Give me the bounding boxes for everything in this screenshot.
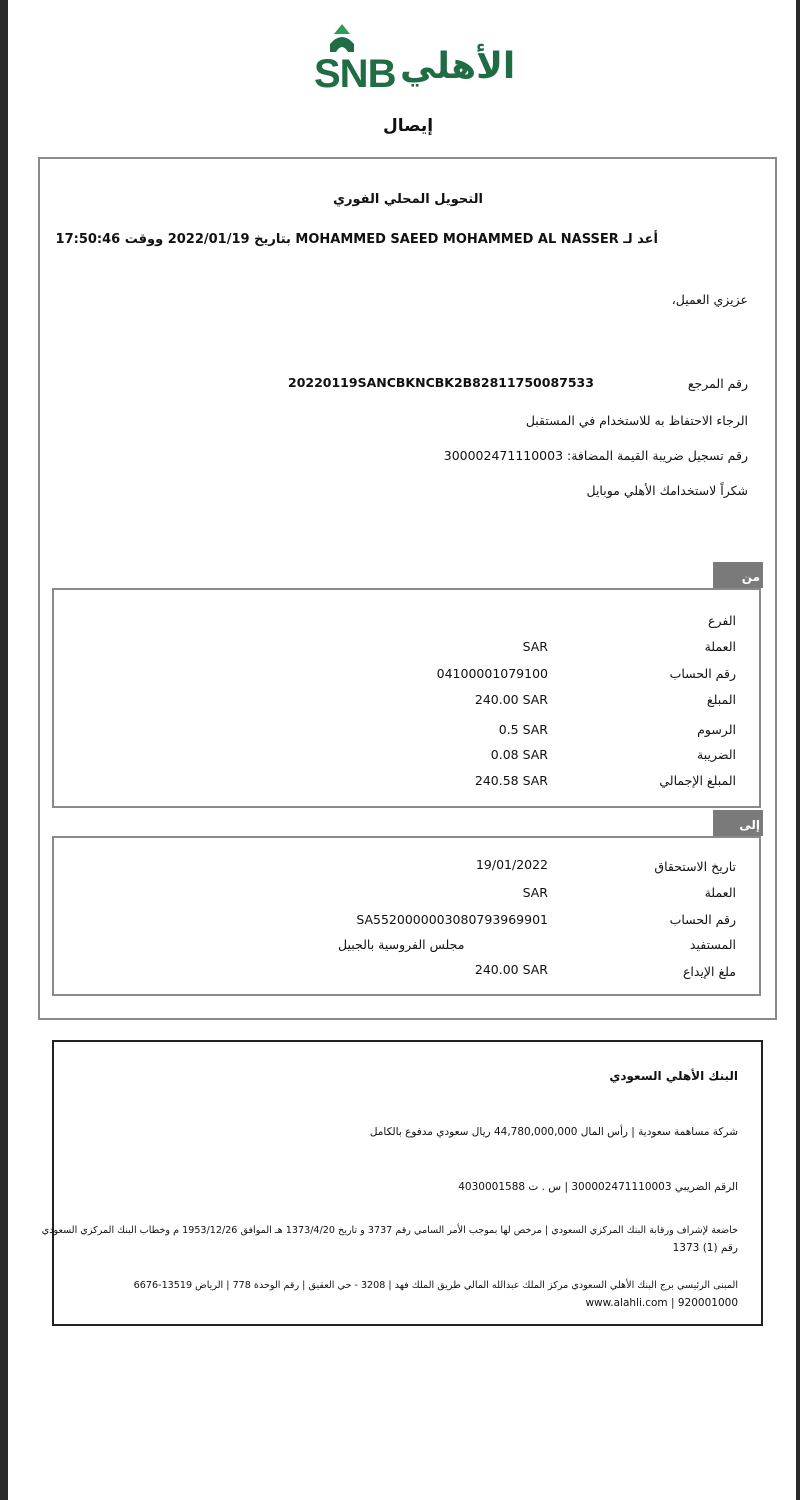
to-row-value: SAR <box>522 885 548 900</box>
to-row-value: 19/01/2022 <box>475 857 548 872</box>
snb-logo-mark-icon <box>324 22 360 54</box>
footer-regulation-line: رقم (1) 1373 <box>672 1242 738 1254</box>
to-row-label: ملغ الإيداع <box>682 964 736 979</box>
to-row-value: 240.00 SAR <box>474 962 548 977</box>
from-row-label: الضريبة <box>697 747 736 762</box>
from-row-value: 0.5 SAR <box>498 722 548 737</box>
from-row-value: 240.58 SAR <box>474 773 548 788</box>
receipt-title: إيصال <box>382 116 434 136</box>
from-row-value: SAR <box>522 639 548 654</box>
to-row-label: تاريخ الاستحقاق <box>654 859 736 874</box>
from-row-label: المبلغ الإجمالي <box>659 773 736 788</box>
from-section-tab: من <box>713 562 763 588</box>
snb-logo <box>308 22 516 96</box>
thanks-text: شكراً لاستخدامك الأهلي موبايل <box>586 483 748 498</box>
logo-arabic-text: الأهلي <box>400 46 516 87</box>
to-row-value: مجلس الفروسية بالجبيل <box>338 937 465 952</box>
to-row-label: العملة <box>704 885 736 900</box>
reference-value: 20220119SANCBKNCBK2B82811750087533 <box>288 375 594 390</box>
prepared-for-line: أعد لـ MOHAMMED SAEED MOHAMMED AL NASSER بتاريخ 2022/01/19 ووقت 17:50:46 <box>55 232 658 247</box>
from-row-value: 240.00 SAR <box>474 692 548 707</box>
from-row-value: 04100001079100 <box>436 666 548 681</box>
footer-bank-name: البنك الأهلي السعودي <box>609 1069 738 1083</box>
to-row-label: رقم الحساب <box>669 912 736 927</box>
footer-address-line: المبنى الرئيسي برج البنك الأهلي السعودي مركز الملك عبدالله المالي طريق الملك فهد | 3208 - حي العقيق | رقم الوحدة 778 | الرياض 13519-6676 <box>133 1280 738 1291</box>
from-row-label: العملة <box>704 639 736 654</box>
footer-capital-text: شركة مساهمة سعودية | رأس المال 44,780,000,000 ريال سعودي مدفوع بالكامل <box>369 1126 738 1138</box>
from-row-label: المبلغ <box>706 692 736 707</box>
transfer-type-heading: التحويل المحلي الفوري <box>333 192 483 207</box>
to-row-value: SA5520000003080793969901 <box>356 912 548 927</box>
footer-regulation-line: خاضعة لإشراف ورقابة البنك المركزي السعودي | مرخص لها بموجب الأمر السامي رقم 3737 و تاريخ 1373/4/20 هـ الموافق 1953/12/26 م وخطاب البنك المركزي السعودي <box>41 1225 738 1236</box>
logo-latin-text: SNB <box>314 52 396 96</box>
greeting-text: عزيزي العميل، <box>671 292 748 307</box>
from-row-label: الفرع <box>708 613 736 628</box>
from-row-label: رقم الحساب <box>669 666 736 681</box>
footer-contact-line: 920001000 | www.alahli.com <box>585 1297 738 1309</box>
from-row-value: 0.08 SAR <box>490 747 548 762</box>
from-row-label: الرسوم <box>697 722 736 737</box>
vat-registration-text: رقم تسجيل ضريبة القيمة المضافة: 300002471110003 <box>443 448 748 463</box>
reference-label: رقم المرجع <box>687 376 748 391</box>
to-section-tab: إلى <box>713 810 763 836</box>
to-row-label: المستفيد <box>689 937 736 952</box>
keep-note-text: الرجاء الاحتفاظ به للاستخدام في المستقبل <box>525 413 748 428</box>
footer-tax-cr-text: الرقم الضريبي 300002471110003 | س . ت 4030001588 <box>458 1181 738 1193</box>
